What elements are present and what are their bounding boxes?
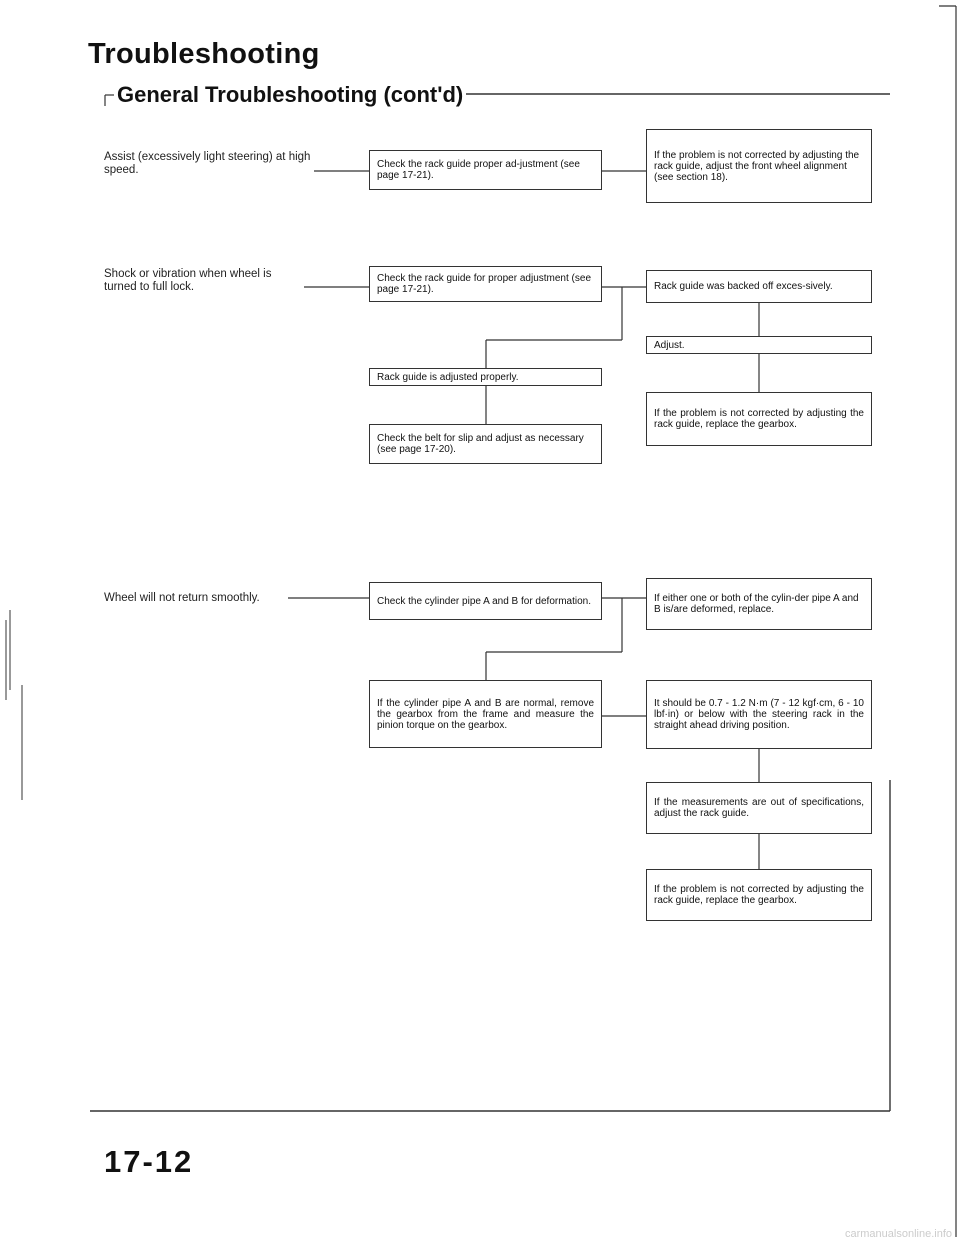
box-check-belt: Check the belt for slip and adjust as necessary (see page 17-20). [369,424,602,464]
box-adjust: Adjust. [646,336,872,354]
box-replace-cylinder-pipe: If either one or both of the cylin-der pipe A and B is/are deformed, replace. [646,578,872,630]
box-rack-guide-adjusted-properly: Rack guide is adjusted properly. [369,368,602,386]
section-subtitle: General Troubleshooting (cont'd) [117,82,464,107]
symptom-wheel-not-return: Wheel will not return smoothly. [104,592,260,604]
box-measure-pinion-torque: If the cylinder pipe A and B are normal, remove the gearbox from the frame and measure the pinion torque on the gearbox. [369,680,602,748]
box-replace-gearbox-2: If the problem is not corrected by adjusting the rack guide, replace the gearbox. [646,869,872,921]
watermark: carmanualsonline.info [844,1228,952,1240]
symptom-shock-vibration: Shock or vibration when wheel is turned to full lock. [104,268,272,293]
page-title: Troubleshooting [88,38,320,70]
box-adjust-rack-guide: If the measurements are out of specifications, adjust the rack guide. [646,782,872,834]
page-number: 17-12 [104,1144,194,1179]
box-check-rack-guide-adjustment: Check the rack guide proper ad-justment (see page 17-21). [369,150,602,190]
box-pinion-torque-spec: It should be 0.7 - 1.2 N·m (7 - 12 kgf·cm, 6 - 10 lbf·in) or below with the steering rack in the straight ahead driving position. [646,680,872,749]
box-check-rack-guide: Check the rack guide for proper adjustment (see page 17-21). [369,266,602,302]
symptom-light-steering: Assist (excessively light steering) at high speed. [104,151,311,176]
box-rack-guide-backed-off: Rack guide was backed off exces-sively. [646,270,872,303]
box-adjust-wheel-alignment: If the problem is not corrected by adjusting the rack guide, adjust the front wheel alignment (see section 18). [646,129,872,203]
box-replace-gearbox-1: If the problem is not corrected by adjusting the rack guide, replace the gearbox. [646,392,872,446]
box-check-cylinder-pipe: Check the cylinder pipe A and B for deformation. [369,582,602,620]
